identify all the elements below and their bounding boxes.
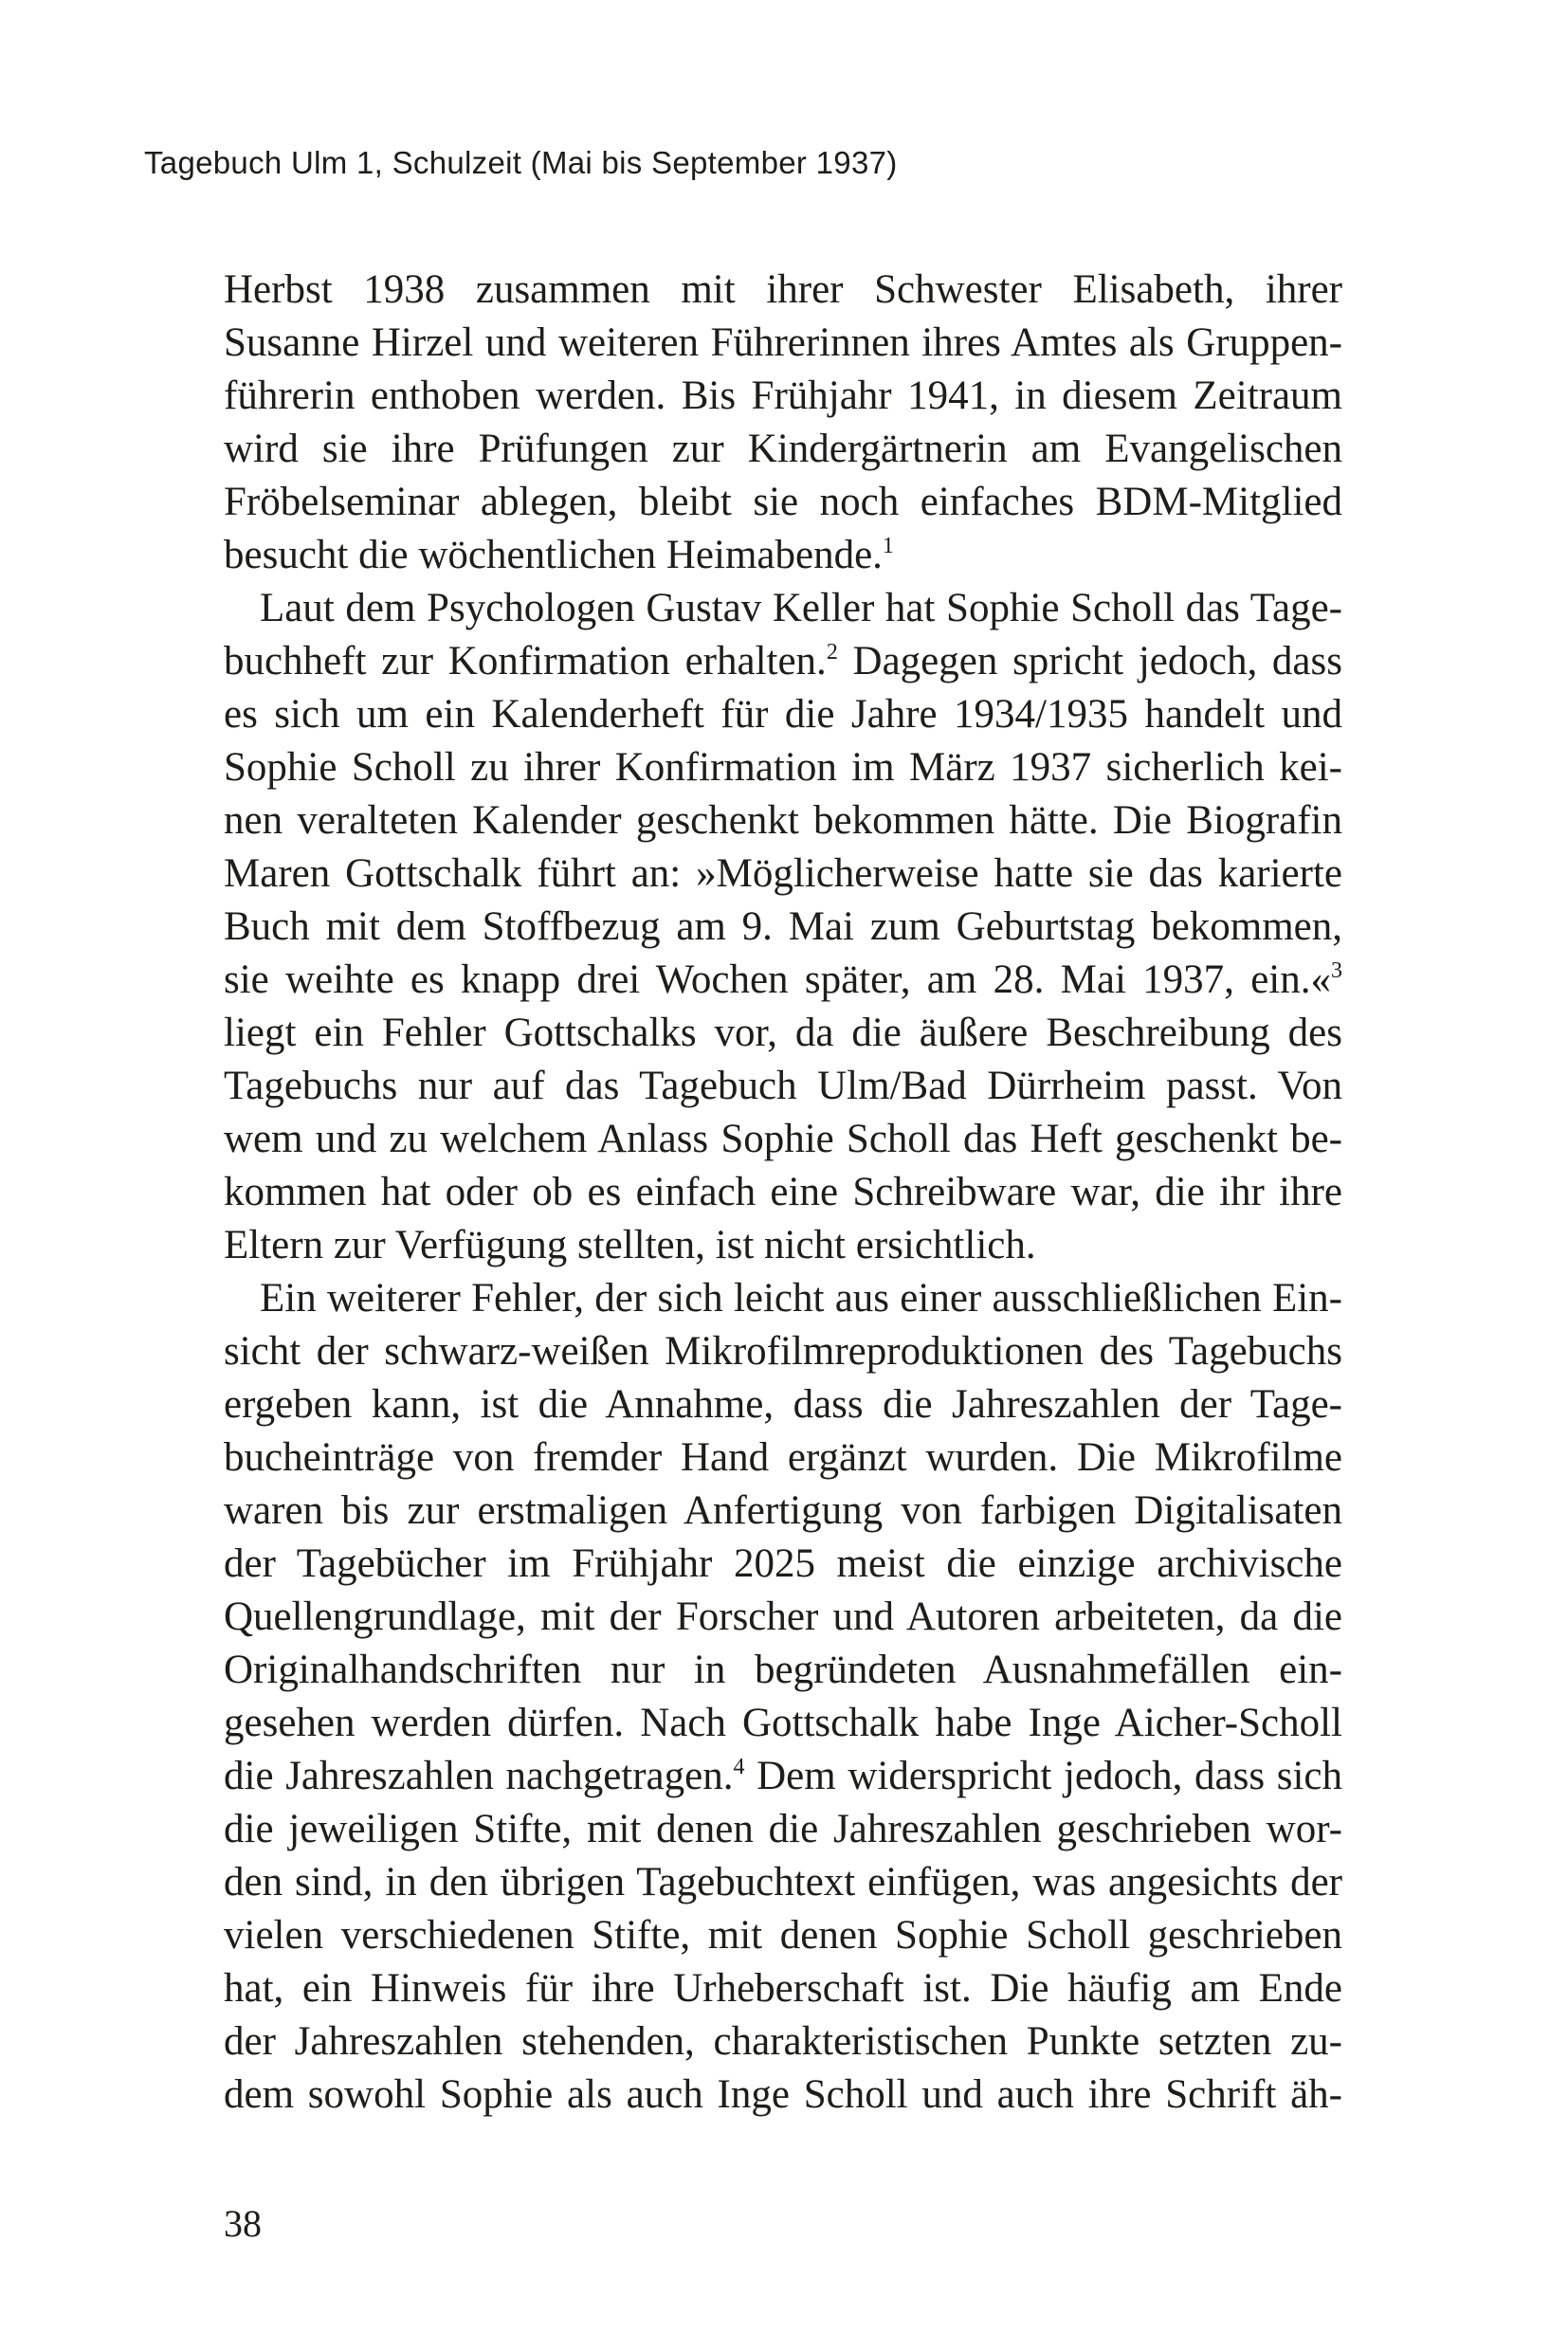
- line-text-continued: Dagegen spricht jedoch, dass: [837, 639, 1342, 683]
- line-text-continued: Dem widerspricht jedoch, dass sich: [744, 1754, 1342, 1798]
- text-line: [224, 1644, 1342, 1697]
- line-text: Maren Gottschalk führt an: »Möglicherweise hatte sie das karierte: [224, 851, 1342, 896]
- footnote-reference[interactable]: 2: [826, 640, 838, 665]
- line-text: wird sie ihre Prüfungen zur Kindergärtnerin am Evangelischen: [224, 427, 1342, 471]
- text-line: [224, 688, 1342, 741]
- line-text: der Jahreszahlen stehenden, charakteristischen Punkte setzten zu-: [224, 2019, 1342, 2064]
- line-text: Tagebuchs nur auf das Tagebuch Ulm/Bad Dürrheim passt. Von: [224, 1064, 1342, 1108]
- text-line: [224, 1378, 1342, 1431]
- text-line: [224, 1538, 1342, 1591]
- text-line: [224, 264, 1342, 317]
- running-head: Tagebuch Ulm 1, Schulzeit (Mai bis September 1937): [144, 145, 898, 180]
- text-line: [224, 317, 1342, 370]
- line-text: den sind, in den übrigen Tagebuchtext einfügen, was angesichts der: [224, 1860, 1342, 1904]
- text-line: [224, 529, 1342, 582]
- text-line: [224, 1325, 1342, 1378]
- text-line: [224, 954, 1342, 1007]
- line-text: führerin enthoben werden. Bis Frühjahr 1941, in diesem Zeitraum: [224, 374, 1342, 418]
- line-text: die jeweiligen Stifte, mit denen die Jahreszahlen geschrieben wor-: [224, 1807, 1342, 1851]
- line-text: Susanne Hirzel und weiteren Führerinnen ihres Amtes als Gruppen-: [224, 320, 1342, 365]
- paragraph: [224, 1272, 1342, 2122]
- line-text: Fröbelseminar ablegen, bleibt sie noch einfaches BDM-Mitglied: [224, 480, 1342, 524]
- line-text: Quellengrundlage, mit der Forscher und Autoren arbeiteten, da die: [224, 1595, 1342, 1639]
- line-text: der Tagebücher im Frühjahr 2025 meist die einzige archivische: [224, 1541, 1342, 1586]
- text-line: [224, 741, 1342, 794]
- line-text: Originalhandschriften nur in begründeten Ausnahmefällen ein-: [224, 1648, 1342, 1692]
- text-line: [224, 1856, 1342, 1909]
- text-line: [224, 1697, 1342, 1750]
- line-text: die Jahreszahlen nachgetragen.: [224, 1754, 734, 1798]
- line-text: Laut dem Psychologen Gustav Keller hat Sophie Scholl das Tage-: [260, 586, 1342, 630]
- line-text: besucht die wöchentlichen Heimabende.: [224, 533, 883, 577]
- text-line: [224, 1803, 1342, 1856]
- line-text: vielen verschiedenen Stifte, mit denen Sophie Scholl geschrieben: [224, 1913, 1342, 1958]
- line-text: ergeben kann, ist die Annahme, dass die Jahreszahlen der Tage-: [224, 1382, 1342, 1427]
- text-line: [224, 2015, 1342, 2069]
- line-text: sicht der schwarz-weißen Mikrofilmreproduktionen des Tagebuchs: [224, 1329, 1342, 1374]
- line-text: bucheinträge von fremder Hand ergänzt wurden. Die Mikrofilme: [224, 1435, 1342, 1480]
- text-line: [224, 1219, 1342, 1272]
- line-text: kommen hat oder ob es einfach eine Schreibware war, die ihr ihre: [224, 1170, 1342, 1214]
- text-line: [224, 1113, 1342, 1166]
- text-line: [224, 901, 1342, 954]
- text-line: [224, 1591, 1342, 1644]
- footnote-reference[interactable]: 1: [882, 534, 894, 558]
- text-line: [224, 1060, 1342, 1113]
- page-number: 38: [224, 2202, 262, 2245]
- line-text: sie weihte es knapp drei Wochen später, am 28. Mai 1937, ein.«: [224, 957, 1331, 1002]
- line-text: hat, ein Hinweis für ihre Urheberschaft ist. Die häufig am Ende: [224, 1966, 1342, 2011]
- text-line: [224, 635, 1342, 688]
- line-text: waren bis zur erstmaligen Anfertigung von farbigen Digitalisaten: [224, 1488, 1342, 1533]
- text-line: [224, 1485, 1342, 1538]
- line-text: Herbst 1938 zusammen mit ihrer Schwester Elisabeth, ihrer: [224, 267, 1342, 312]
- line-text: buchheft zur Konfirmation erhalten.: [224, 639, 827, 683]
- line-text: Eltern zur Verfügung stellten, ist nicht ersichtlich.: [224, 1223, 1036, 1267]
- text-line: [224, 1166, 1342, 1219]
- line-text: Sophie Scholl zu ihrer Konfirmation im März 1937 sicherlich kei-: [224, 745, 1342, 790]
- line-text: Ein weiterer Fehler, der sich leicht aus einer ausschließlichen Ein-: [260, 1276, 1342, 1321]
- line-text: dem sowohl Sophie als auch Inge Scholl und auch ihre Schrift äh-: [224, 2072, 1342, 2117]
- text-line: [224, 847, 1342, 901]
- paragraph: [224, 582, 1342, 1272]
- text-line: [224, 794, 1342, 847]
- line-text: es sich um ein Kalenderheft für die Jahre 1934/1935 handelt und: [224, 692, 1342, 737]
- line-text: gesehen werden dürfen. Nach Gottschalk habe Inge Aicher-Scholl: [224, 1701, 1342, 1745]
- line-text: wem und zu welchem Anlass Sophie Scholl das Heft geschenkt be-: [224, 1117, 1342, 1161]
- text-line: [224, 582, 1342, 635]
- paragraph: [224, 264, 1342, 582]
- footnote-reference[interactable]: 4: [733, 1755, 745, 1779]
- text-line: [224, 1750, 1342, 1803]
- text-line: [224, 370, 1342, 423]
- line-text: liegt ein Fehler Gottschalks vor, da die äußere Beschreibung des: [224, 1011, 1342, 1055]
- text-line: [224, 476, 1342, 529]
- text-line: [224, 1962, 1342, 2015]
- line-text: Buch mit dem Stoffbezug am 9. Mai zum Geburtstag bekommen,: [224, 904, 1342, 949]
- body-text: [224, 264, 1342, 2122]
- text-line: [224, 423, 1342, 476]
- text-line: [224, 1909, 1342, 1962]
- line-text: nen veralteten Kalender geschenkt bekommen hätte. Die Biografin: [224, 798, 1342, 843]
- footnote-reference[interactable]: 3: [1331, 958, 1342, 983]
- text-line: [224, 1431, 1342, 1485]
- text-line: [224, 1272, 1342, 1325]
- text-line: [224, 1007, 1342, 1060]
- text-line: [224, 2069, 1342, 2122]
